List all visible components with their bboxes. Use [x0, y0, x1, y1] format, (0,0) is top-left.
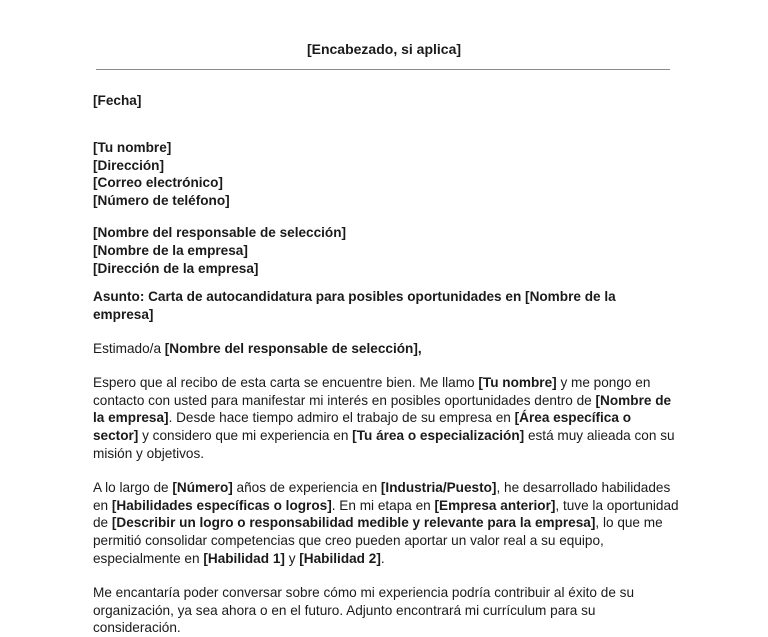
- placeholder-run: [Tu área o especialización]: [352, 428, 525, 444]
- text-run: está muy alieada con su misión y objetivos.: [93, 428, 675, 461]
- placeholder-run: [Describir un logro o responsabilidad medible y relevante para la empresa]: [111, 515, 596, 531]
- text-run: .: [380, 550, 385, 566]
- greeting: [93, 340, 679, 358]
- paragraph-intro: [93, 374, 679, 463]
- date-field: [Fecha]: [93, 93, 142, 108]
- placeholder-run: [Empresa anterior]: [434, 497, 556, 513]
- text-run: Espero que al recibo de esta carta se encuentre bien. Me llamo: [93, 374, 479, 390]
- paragraph-experience: [93, 479, 679, 568]
- sender-name: [Tu nombre]: [93, 139, 172, 155]
- recipient-name: [Nombre del responsable de selección]: [93, 224, 347, 240]
- text-run: Me encantaría poder conversar sobre cómo mi experiencia podría contribuir al éxito de su organización, ya sea ahora o en el futuro. Adjunto encontrará mi currículum para su consideración.: [93, 584, 635, 636]
- placeholder-run: [Nombre de la empresa]: [93, 392, 672, 426]
- text-run: y me pongo en contacto con usted para manifestar mi interés en posibles oportunidades dentro de: [93, 374, 651, 408]
- greeting-prefix: Estimado/a: [93, 340, 165, 356]
- text-run: , he desarrollado habilidades en: [93, 479, 671, 513]
- placeholder-run: [Área específica o sector]: [93, 410, 631, 444]
- placeholder-run: [Habilidades específicas o logros]: [111, 497, 332, 513]
- text-run: . En mi etapa en: [331, 497, 435, 513]
- recipient-block: [93, 224, 679, 277]
- placeholder-run: [Número]: [172, 479, 233, 495]
- greeting-name: [Nombre del responsable de selección],: [164, 340, 422, 356]
- recipient-address: [Dirección de la empresa]: [93, 260, 259, 276]
- recipient-company: [Nombre de la empresa]: [93, 242, 248, 258]
- text-run: , tuve la oportunidad de: [93, 497, 679, 531]
- letter-header: [Encabezado, si aplica]: [306, 41, 462, 57]
- text-run: y considero que mi experiencia en: [138, 428, 353, 444]
- text-run: años de experiencia en: [232, 479, 381, 495]
- paragraph-closing: [93, 584, 679, 637]
- sender-address: [Dirección]: [93, 157, 165, 173]
- letter-body: [93, 92, 679, 637]
- sender-phone: [Número de teléfono]: [93, 193, 230, 209]
- text-run: , lo que me permitió consolidar competencias que creo pueden aportar un valor real a su equipo, especialmente en: [93, 515, 663, 566]
- text-run: A lo largo de: [93, 479, 173, 495]
- sender-block: [93, 139, 679, 210]
- placeholder-run: [Habilidad 2]: [299, 550, 381, 566]
- placeholder-run: [Tu nombre]: [478, 374, 557, 390]
- text-run: . Desde hace tiempo admiro el trabajo de su empresa en: [168, 410, 515, 426]
- sender-email: [Correo electrónico]: [93, 175, 223, 191]
- text-run: y: [284, 550, 300, 566]
- placeholder-run: [Industria/Puesto]: [380, 479, 497, 495]
- placeholder-run: [Habilidad 1]: [203, 550, 285, 566]
- subject-line: Asunto: Carta de autocandidatura para posibles oportunidades en [Nombre de la empresa]: [93, 289, 616, 323]
- header-divider: [96, 69, 670, 70]
